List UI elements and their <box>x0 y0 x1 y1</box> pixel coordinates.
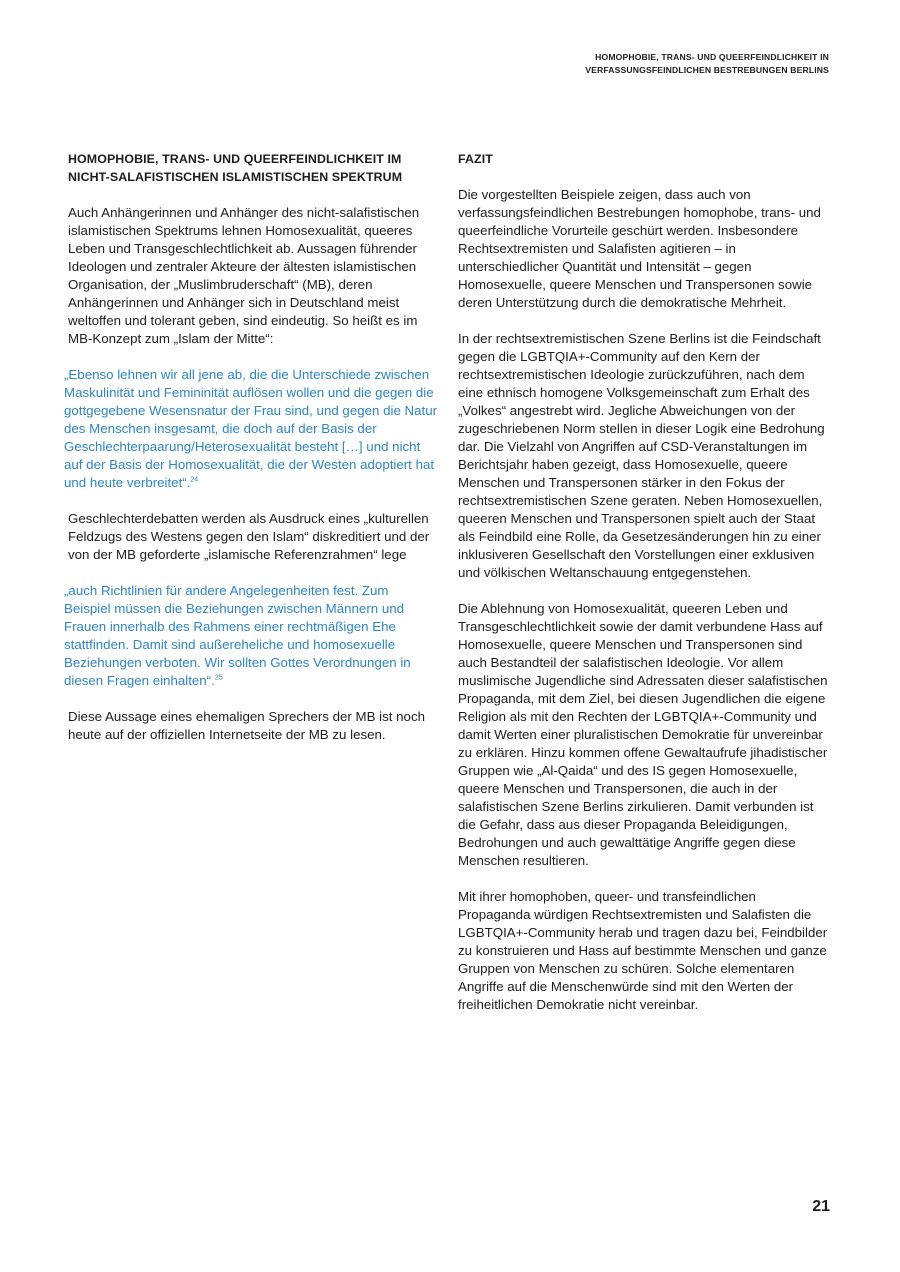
page-number: 21 <box>812 1198 830 1215</box>
right-column <box>458 150 832 1032</box>
left-paragraph-2: Geschlechterdebatten werden als Ausdruck eines „kulturellen Feldzugs des Westens gegen den Islam“ diskreditiert und der von der MB geforderte „islamische Referenzrahmen“ lege <box>68 511 430 562</box>
running-header-line-1: HOMOPHOBIE, TRANS- UND QUEERFEINDLICHKEIT IN <box>595 52 829 62</box>
left-paragraph-3: Diese Aussage eines ehemaligen Sprechers der MB ist noch heute auf der offiziellen Internetseite der MB zu lesen. <box>68 709 425 742</box>
footnote-ref-25: 25 <box>214 674 223 682</box>
right-paragraph-3: Die Ablehnung von Homosexualität, queeren Leben und Transgeschlechtlichkeit sowie der damit verbundene Hass auf Homosexuelle, queere Menschen und Transpersonen sind auch Bestandteil der salafistischen Ideologie. Vor allem muslimische Jugendliche sind Adressaten dieser salafistischen Propaganda, mit dem Ziel, bei diesen Jugendlichen die eigene Religion als mit den Rechten der LGBTQIA+-Community und damit Werten einer pluralistischen Demokratie für unvereinbar zu erklären. Hinzu kommen offene Gewaltaufrufe jihadistischer Gruppen wie „Al-Qaida“ und des IS gegen Homosexuelle, queere Menschen und Transpersonen, die auch in der salafistischen Szene Berlins zirkulieren. Damit verbunden ist die Gefahr, dass aus dieser Propaganda Beleidigungen, Bedrohungen und auch gewalttätige Angriffe gegen diese Menschen resultieren. <box>458 601 828 868</box>
running-header-line-2: VERFASSUNGSFEINDLICHEN BESTREBUNGEN BERLINS <box>585 65 829 75</box>
right-paragraph-2: In der rechtsextremistischen Szene Berlins ist die Feindschaft gegen die LGBTQIA+-Community auf den Kern der rechtsextremistischen Ideologie zurückzuführen, nach dem eine ethnisch homogene Volksgemeinschaft zum Erhalt des „Volkes“ angestrebt wird. Jegliche Abweichungen von der zugeschriebenen Norm stellen in dieser Logik eine Bedrohung dar. Die Vielzahl von Angriffen auf CSD-Veranstaltungen im Berichtsjahr haben gezeigt, dass Homosexuelle, queere Menschen und Transpersonen stärker in den Fokus der rechtsextremistischen Szene geraten. Neben Homosexuellen, queeren Menschen und Transpersonen spielt auch der Staat als Feindbild eine Rolle, da Gesetzesänderungen hin zu einer inklusiveren Gesellschaft den Vorstellungen einer exklusiven und völkischen Weltanschauung entgegenstehen. <box>458 331 825 580</box>
right-paragraph-4: Mit ihrer homophoben, queer- und transfeindlichen Propaganda würdigen Rechtsextremisten und Salafisten die LGBTQIA+-Community herab und tragen dazu bei, Feindbilder zu konstruieren und Hass auf bestimmte Menschen und ganze Gruppen von Menschen zu schüren. Solche elementaren Angriffe auf die Menschenwürde sind mit den Werten der freiheitlichen Demokratie nicht vereinbar. <box>458 889 828 1012</box>
heading-line-2: NICHT-SALAFISTISCHEN ISLAMISTISCHEN SPEKTRUM <box>68 170 403 184</box>
section-heading-fazit: FAZIT <box>458 152 493 166</box>
running-header <box>585 51 829 77</box>
right-paragraph-1: Die vorgestellten Beispiele zeigen, dass auch von verfassungsfeindlichen Bestrebungen homophobe, trans- und queerfeindliche Vorurteile geschürt werden. Insbesondere Rechtsextremisten und Salafisten agitieren – in unterschiedlicher Quantität und Intensität – gegen Homosexuelle, queere Menschen und Transpersonen sowie deren Unterstützung durch die demokratische Mehrheit. <box>458 187 821 310</box>
footnote-ref-24: 24 <box>190 476 199 484</box>
quote-1-text: „Ebenso lehnen wir all jene ab, die die Unterschiede zwischen Maskulinität und Femininität auflösen wollen und die gegen die gottgegebene Wesensnatur der Frau sind, und gegen die Natur des Menschen insgesamt, die doch auf der Basis der Geschlechterpaarung/Heterosexualität besteht […] und nicht auf der Basis der Homosexualität, die der Westen adoptiert hat und heute verbreitet“. <box>64 367 438 490</box>
left-column <box>64 150 438 762</box>
quote-1 <box>64 366 438 492</box>
quote-2-text: „auch Richtlinien für andere Angelegenheiten fest. Zum Beispiel müssen die Beziehungen zwischen Männern und Frauen innerhalb des Rahmens einer rechtmäßigen Ehe stattfinden. Damit sind außereheliche und homosexuelle Beziehungen verboten. Wir sollten Gottes Verordnungen in diesen Fragen einhalten“. <box>64 583 411 688</box>
section-heading-left <box>68 150 438 186</box>
quote-2 <box>64 582 438 690</box>
left-paragraph-1: Auch Anhängerinnen und Anhänger des nicht-salafistischen islamistischen Spektrums lehnen Homosexualität, queeres Leben und Transgeschlechtlichkeit ab. Aussagen führender Ideologen und zentraler Akteure der ältesten islamistischen Organisation, der „Muslimbruderschaft“ (MB), deren Anhängerinnen und Anhänger sich in Deutschland meist weltoffen und tolerant geben, sind eindeutig. So heißt es im MB-Konzept zum „Islam der Mitte“: <box>68 205 420 346</box>
heading-line-1: HOMOPHOBIE, TRANS- UND QUEERFEINDLICHKEIT IM <box>68 152 402 166</box>
